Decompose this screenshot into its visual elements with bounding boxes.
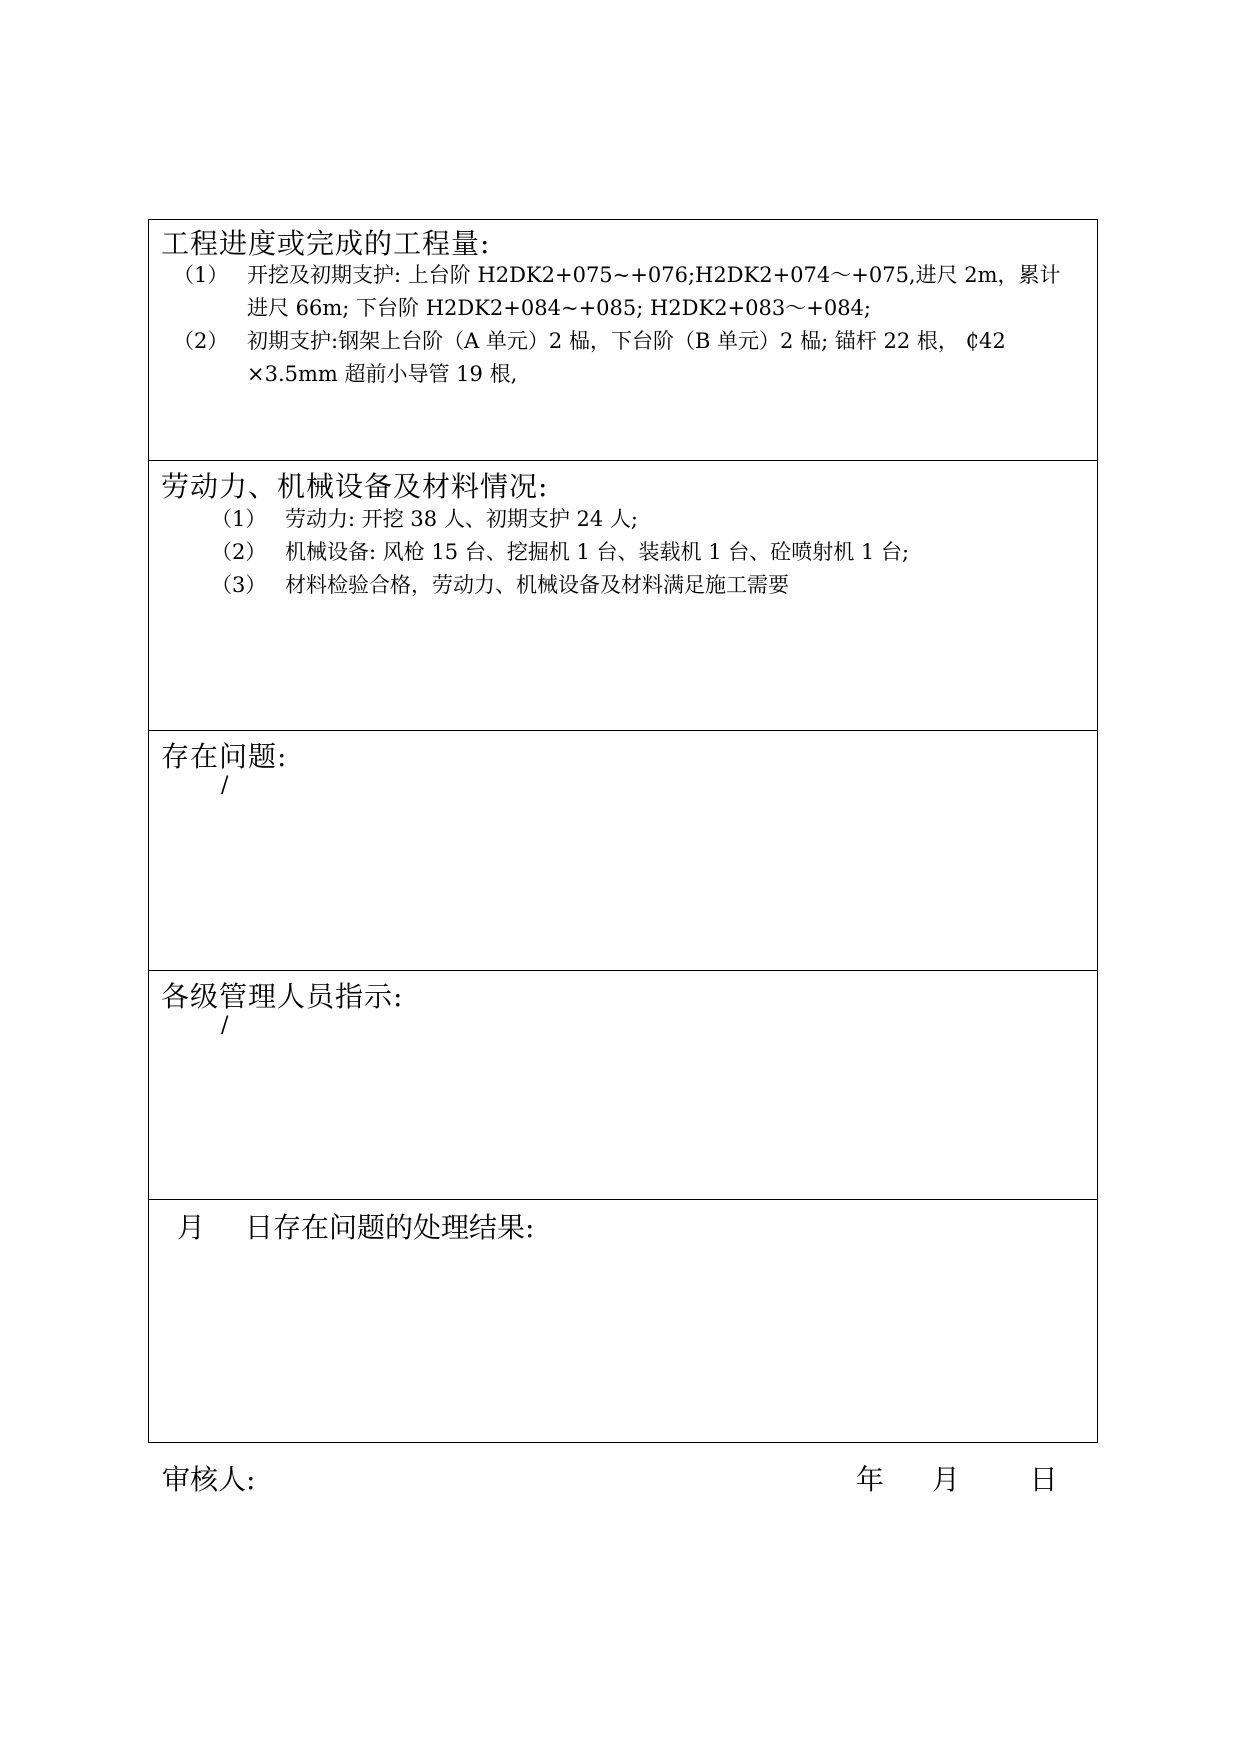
labor-item-2-number: （2） <box>211 540 267 564</box>
date-day-label: 日 <box>1029 1463 1058 1496</box>
signature-date <box>856 1458 1058 1498</box>
issues-heading: 存在问题: <box>161 740 288 773</box>
progress-item-1-line-2: 进尺 66m; 下台阶 H2DK2+084~+085; H2DK2+083～+084; <box>247 296 871 320</box>
progress-item-1-number: （1） <box>173 263 229 287</box>
date-year-label: 年 <box>856 1463 885 1496</box>
progress-item-2-line-2: ×3.5mm 超前小导管 19 根, <box>247 362 518 386</box>
labor-item-3-text: 材料检验合格，劳动力、机械设备及材料满足施工需要 <box>285 573 789 597</box>
progress-item-2-number: （2） <box>173 329 229 353</box>
date-month-label: 月 <box>931 1463 960 1496</box>
reviewer-label: 审核人: <box>162 1463 256 1496</box>
results-day-label: 日存在问题的处理结果: <box>245 1211 535 1244</box>
labor-item-1-number: （1） <box>211 507 267 531</box>
issues-content: / <box>221 773 229 798</box>
instructions-section <box>149 971 1097 1200</box>
instructions-content: / <box>221 1013 229 1038</box>
progress-section <box>149 220 1097 461</box>
labor-item-2-text: 机械设备: 风枪 15 台、挖掘机 1 台、装载机 1 台、砼喷射机 1 台; <box>285 540 910 564</box>
daily-log-form <box>148 219 1098 1443</box>
labor-heading: 劳动力、机械设备及材料情况: <box>161 470 549 503</box>
labor-section <box>149 461 1097 731</box>
labor-item-1-text: 劳动力: 开挖 38 人、初期支护 24 人; <box>285 507 638 531</box>
issues-section <box>149 731 1097 971</box>
results-section <box>149 1200 1097 1442</box>
progress-item-2-line-1: 初期支护:钢架上台阶（A 单元）2 榀，下台阶（B 单元）2 榀; 锚杆 22 根， ₵42 <box>247 329 1006 353</box>
progress-item-1-line-1: 开挖及初期支护: 上台阶 H2DK2+075~+076;H2DK2+074～+075,进尺 2m，累计 <box>247 263 1061 287</box>
instructions-heading: 各级管理人员指示: <box>161 980 404 1013</box>
progress-heading: 工程进度或完成的工程量: <box>161 227 491 260</box>
results-heading <box>177 1206 534 1246</box>
labor-item-3-number: （3） <box>211 573 267 597</box>
results-month-label: 月 <box>177 1211 206 1244</box>
